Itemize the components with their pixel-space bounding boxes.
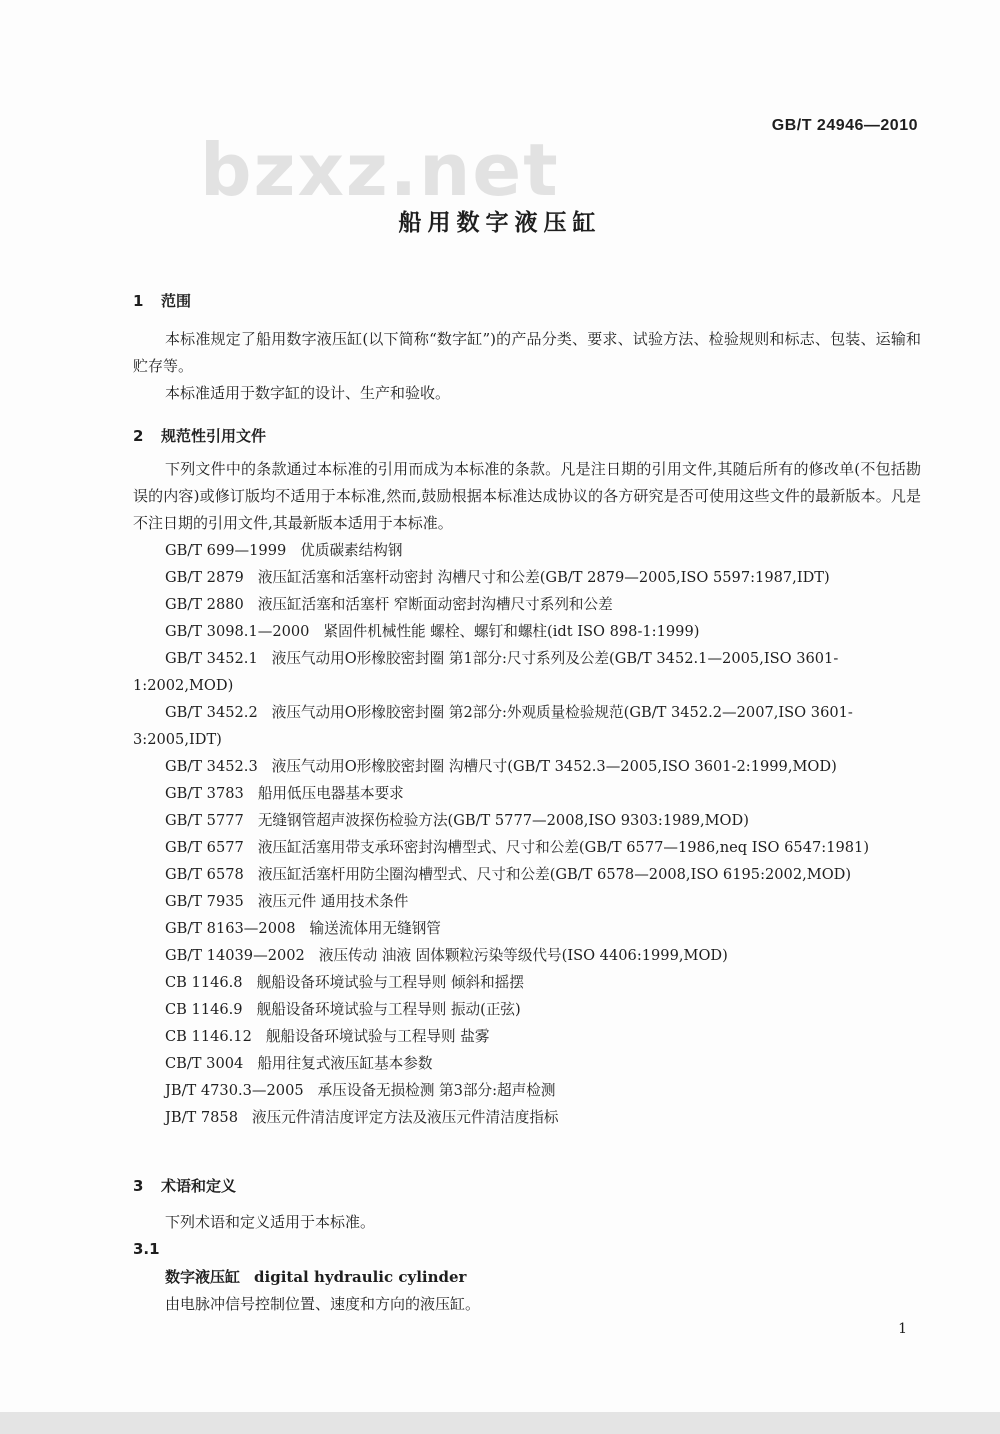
reference-code: GB/T 8163—2008 [165, 920, 296, 937]
reference-title: 液压缸活塞和活塞杆 窄断面动密封沟槽尺寸系列和公差 [257, 596, 613, 613]
reference-title: 优质碳素结构钢 [300, 542, 403, 559]
reference-item [133, 942, 921, 969]
reference-title: 舰船设备环境试验与工程导则 振动(正弦) [256, 1001, 521, 1018]
reference-title: 舰船设备环境试验与工程导则 盐雾 [265, 1028, 490, 1045]
reference-title: 液压元件清洁度评定方法及液压元件清洁度指标 [252, 1109, 559, 1126]
reference-item [133, 780, 921, 807]
reference-code: GB/T 2880 [165, 596, 244, 613]
reference-item [133, 564, 921, 591]
reference-code: GB/T 3098.1—2000 [165, 623, 310, 640]
reference-code: GB/T 7935 [165, 893, 244, 910]
reference-code: JB/T 4730.3—2005 [165, 1082, 304, 1099]
reference-item [133, 699, 921, 753]
reference-title: 液压缸活塞杆用防尘圈沟槽型式、尺寸和公差(GB/T 6578—2008,ISO 6195:2002,MOD) [257, 866, 852, 883]
reference-item [133, 753, 921, 780]
reference-item [133, 1104, 921, 1131]
viewer-bottom-bar [0, 1412, 1000, 1434]
reference-code: GB/T 3452.2 [165, 704, 258, 721]
references-intro: 下列文件中的条款通过本标准的引用而成为本标准的条款。凡是注日期的引用文件,其随后所有的修改单(不包括勘误的内容)或修订版均不适用于本标准,然而,鼓励根据本标准达成协议的各方研究是否可使用这些文件的最新版本。凡是不注日期的引用文件,其最新版本适用于本标准。 [133, 460, 921, 532]
page-number: 1 [898, 1321, 907, 1337]
term-english: digital hydraulic cylinder [254, 1268, 467, 1286]
section-number: 2 [133, 427, 144, 445]
scope-paragraph-2: 本标准适用于数字缸的设计、生产和验收。 [165, 384, 451, 402]
reference-code: GB/T 6577 [165, 839, 244, 856]
document-title: 船用数字液压缸 [398, 210, 602, 236]
term-chinese: 数字液压缸 [165, 1268, 241, 1286]
reference-code: GB/T 3783 [165, 785, 244, 802]
section-number: 3 [133, 1177, 144, 1195]
reference-title: 无缝钢管超声波探伤检验方法(GB/T 5777—2008,ISO 9303:1989,MOD) [257, 812, 749, 829]
reference-code: CB 1146.9 [165, 1001, 243, 1018]
reference-title: 承压设备无损检测 第3部分:超声检测 [317, 1082, 556, 1099]
watermark: bzxz.net [200, 128, 560, 212]
reference-title: 船用低压电器基本要求 [257, 785, 404, 802]
reference-title: 液压缸活塞和活塞杆动密封 沟槽尺寸和公差(GB/T 2879—2005,ISO 5597:1987,IDT) [257, 569, 830, 586]
reference-title: 紧固件机械性能 螺栓、螺钉和螺柱(idt ISO 898-1:1999) [323, 623, 700, 640]
terms-intro: 下列术语和定义适用于本标准。 [165, 1213, 376, 1231]
reference-title: 液压气动用O形橡胶密封圈 第1部分:尺寸系列及公差(GB/T 3452.1—2005,ISO 3601-1:2002,MOD) [133, 650, 839, 694]
standard-code: GB/T 24946—2010 [771, 117, 918, 134]
reference-item [133, 888, 921, 915]
reference-code: GB/T 5777 [165, 812, 244, 829]
section-title: 范围 [161, 292, 192, 310]
reference-title: 液压气动用O形橡胶密封圈 第2部分:外观质量检验规范(GB/T 3452.2—2007,ISO 3601-3:2005,IDT) [133, 704, 853, 748]
normative-references-list [133, 537, 921, 1131]
section-2-heading [133, 425, 266, 446]
reference-title: 液压气动用O形橡胶密封圈 沟槽尺寸(GB/T 3452.3—2005,ISO 3601-2:1999,MOD) [271, 758, 837, 775]
reference-title: 液压元件 通用技术条件 [257, 893, 409, 910]
term-number: 3.1 [133, 1240, 160, 1258]
reference-item [133, 537, 921, 564]
section-title: 规范性引用文件 [161, 427, 267, 445]
reference-code: CB 1146.8 [165, 974, 243, 991]
reference-code: GB/T 3452.3 [165, 758, 258, 775]
reference-item [133, 1023, 921, 1050]
section-title: 术语和定义 [161, 1177, 237, 1195]
section-1-heading [133, 290, 191, 311]
reference-item [133, 969, 921, 996]
reference-title: 液压缸活塞用带支承环密封沟槽型式、尺寸和公差(GB/T 6577—1986,neq ISO 6547:1981) [257, 839, 870, 856]
section-number: 1 [133, 292, 144, 310]
reference-item [133, 645, 921, 699]
reference-item [133, 591, 921, 618]
reference-code: GB/T 6578 [165, 866, 244, 883]
reference-title: 液压传动 油液 固体颗粒污染等级代号(ISO 4406:1999,MOD) [318, 947, 728, 964]
term-definition: 由电脉冲信号控制位置、速度和方向的液压缸。 [165, 1295, 481, 1313]
reference-code: GB/T 699—1999 [165, 542, 287, 559]
reference-title: 船用往复式液压缸基本参数 [257, 1055, 433, 1072]
scope-paragraph-1: 本标准规定了船用数字液压缸(以下简称“数字缸”)的产品分类、要求、试验方法、检验规则和标志、包装、运输和贮存等。 [133, 330, 921, 375]
section-3-heading [133, 1175, 236, 1196]
reference-code: CB 1146.12 [165, 1028, 252, 1045]
reference-item [133, 1050, 921, 1077]
reference-item [133, 861, 921, 888]
reference-item [133, 834, 921, 861]
reference-item [133, 1077, 921, 1104]
reference-code: CB/T 3004 [165, 1055, 244, 1072]
reference-item [133, 618, 921, 645]
reference-title: 舰船设备环境试验与工程导则 倾斜和摇摆 [256, 974, 524, 991]
reference-code: GB/T 14039—2002 [165, 947, 305, 964]
reference-code: GB/T 3452.1 [165, 650, 258, 667]
reference-item [133, 996, 921, 1023]
reference-item [133, 807, 921, 834]
reference-title: 输送流体用无缝钢管 [309, 920, 441, 937]
reference-code: GB/T 2879 [165, 569, 244, 586]
term-entry [165, 1266, 466, 1287]
reference-code: JB/T 7858 [165, 1109, 239, 1126]
reference-item [133, 915, 921, 942]
